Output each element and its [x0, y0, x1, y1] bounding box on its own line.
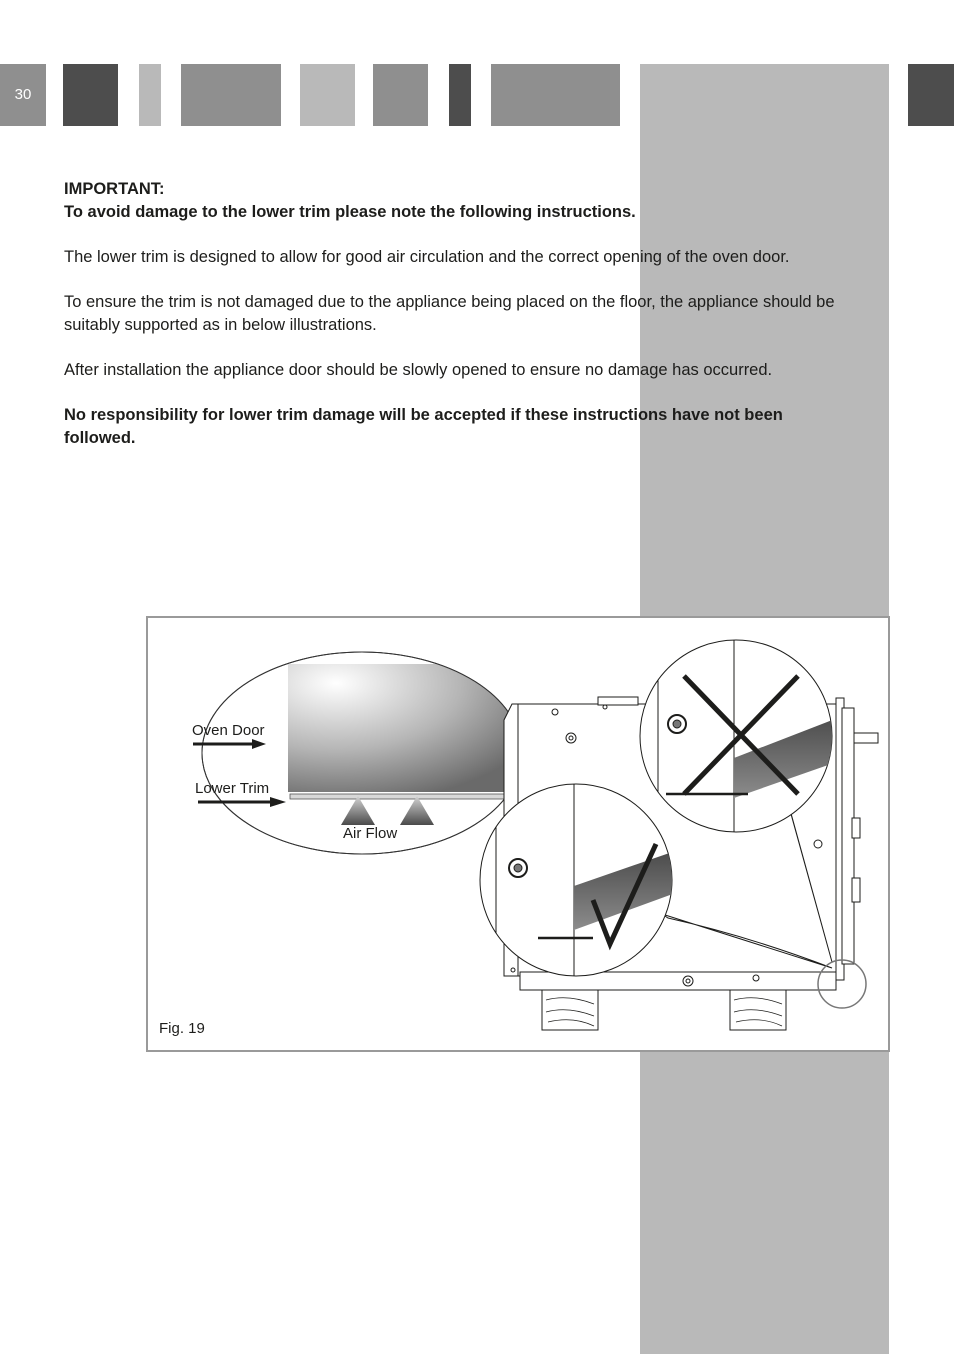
- header-block: [139, 64, 161, 126]
- oven-door-label: Oven Door: [192, 722, 265, 739]
- wood-support: [542, 990, 598, 1030]
- paragraph-door-check: After installation the appliance door should be slowly opened to ensure no damage has occurred.: [64, 361, 773, 379]
- instructions-text: [64, 178, 844, 472]
- detail-oval: [193, 652, 530, 854]
- header-block: [181, 64, 281, 126]
- paragraph-support: To ensure the trim is not damaged due to the appliance being placed on the floor, the appliance should be suitably supported as in below illustrations.: [64, 293, 835, 334]
- header-block: [300, 64, 355, 126]
- lower-trim-label: Lower Trim: [195, 780, 270, 797]
- oven-door-shape: [288, 664, 528, 792]
- paragraph-trim-design: The lower trim is designed to allow for good air circulation and the correct opening of the oven door.: [64, 248, 790, 266]
- figure-illustration: [148, 618, 888, 1050]
- important-heading: IMPORTANT:: [64, 180, 165, 198]
- figure-19: [146, 616, 890, 1052]
- wood-support: [730, 990, 786, 1030]
- header-block: [373, 64, 428, 126]
- header-block: [449, 64, 471, 126]
- header-block: [491, 64, 620, 126]
- header-block: [63, 64, 118, 126]
- warning-text: No responsibility for lower trim damage will be accepted if these instructions have not been followed.: [64, 406, 783, 447]
- figure-caption: Fig. 19: [159, 1020, 205, 1037]
- header-block: [908, 64, 954, 126]
- lower-trim-shape: [290, 794, 530, 799]
- page-number: 30: [0, 64, 46, 126]
- air-flow-label: Air Flow: [343, 825, 398, 842]
- important-subheading: To avoid damage to the lower trim please note the following instructions.: [64, 203, 636, 221]
